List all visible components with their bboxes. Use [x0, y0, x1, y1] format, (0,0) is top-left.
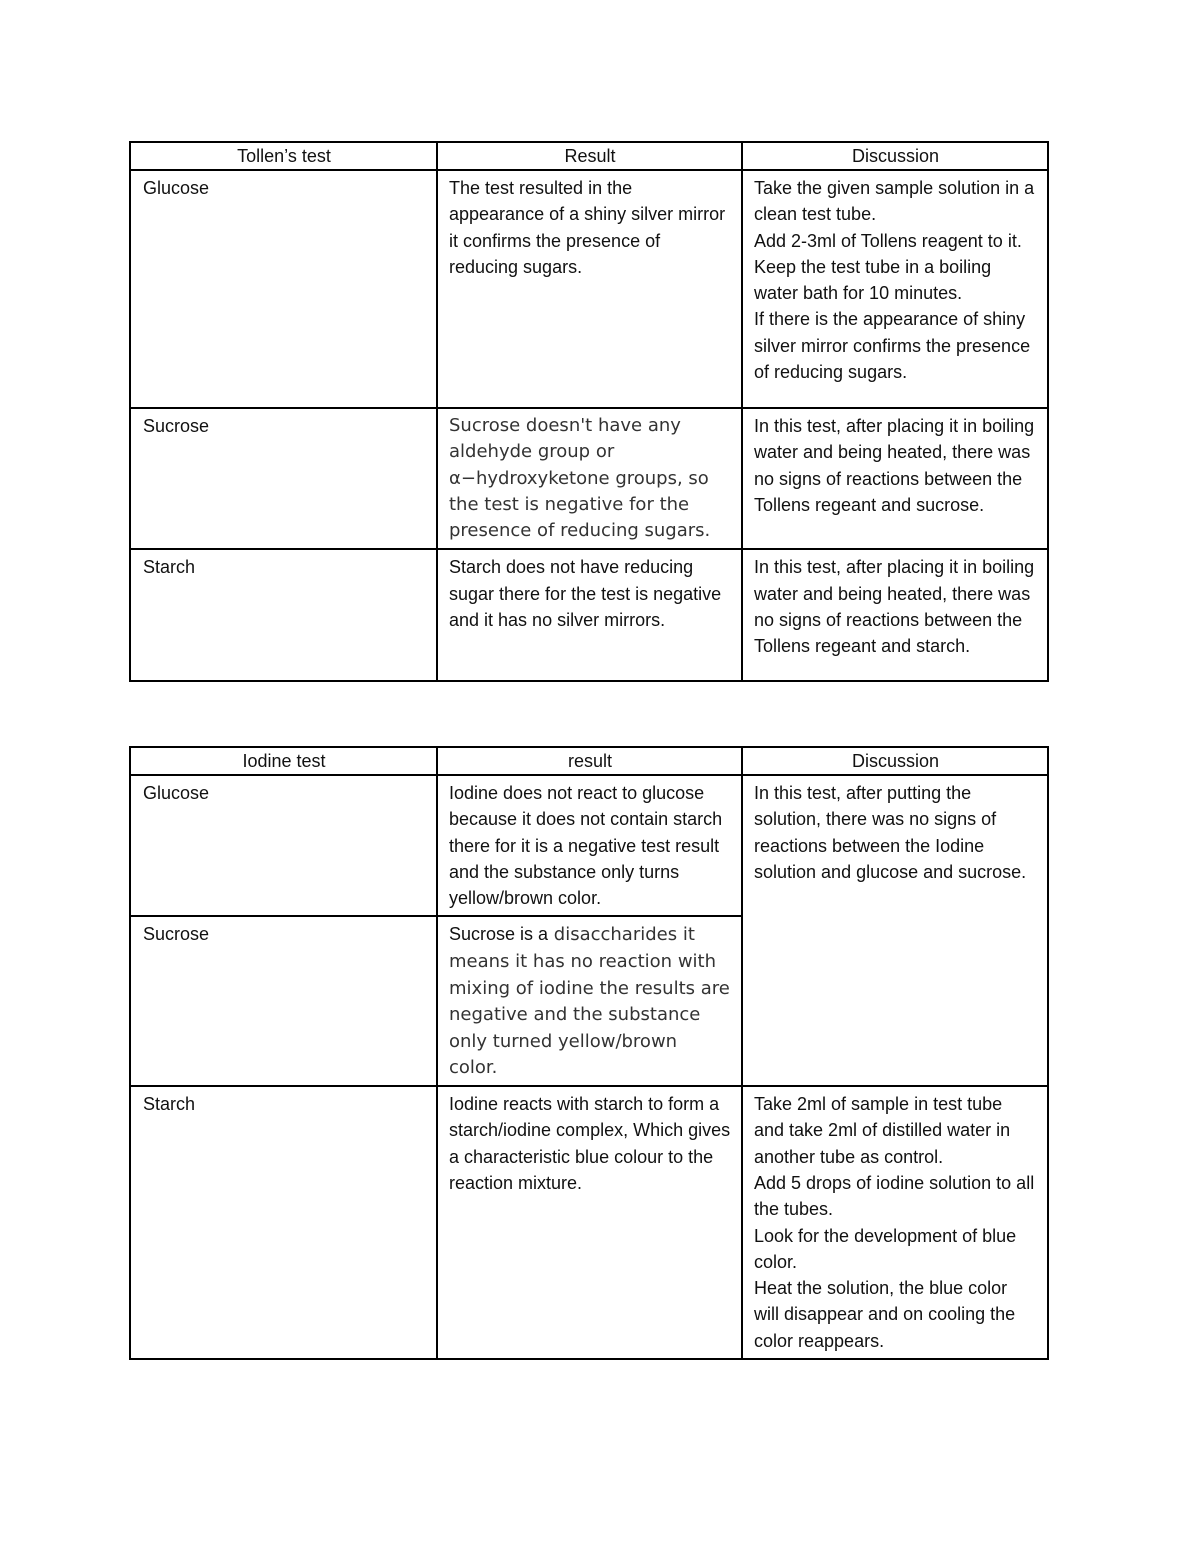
- result-cell: Iodine reacts with starch to form a starch/iodine complex, Which gives a characteristic blue colour to the reaction mixture.: [437, 1086, 742, 1359]
- discussion-cell: [742, 1086, 1048, 1359]
- result-text: disaccharides it means it has no reaction with mixing of iodine the results are negative and the substance only turned yellow/brown color.: [449, 924, 730, 1079]
- discussion-step: Add 5 drops of iodine solution to all the tubes.: [754, 1172, 1035, 1220]
- discussion-step: Look for the development of blue color.: [754, 1225, 1017, 1272]
- table-row: [130, 170, 1048, 408]
- result-cell: Starch does not have reducing sugar there for the test is negative and it has no silver mirrors.: [437, 549, 742, 681]
- discussion-cell: [742, 170, 1048, 408]
- discussion-cell: In this test, after putting the solution, there was no signs of reactions between the Iodine solution and glucose and sucrose.: [742, 775, 1048, 1086]
- row-label-sucrose: Sucrose: [130, 408, 437, 549]
- tollens-test-table: [129, 141, 1049, 682]
- table-header-row: [130, 747, 1048, 775]
- iodine-test-table: [129, 746, 1049, 1360]
- column-header-discussion: Discussion: [742, 747, 1048, 775]
- row-label-sucrose: Sucrose: [130, 916, 437, 1086]
- discussion-cell: [742, 549, 1048, 681]
- discussion-step: In this test, after placing it in boiling water and being heated, there was no signs of reactions between the Tollens regeant and sucrose.: [754, 416, 1035, 515]
- result-cell: Sucrose doesn't have any aldehyde group or α−hydroxyketone groups, so the test is negative for the presence of reducing sugars.: [437, 408, 742, 549]
- discussion-step: Add 2-3ml of Tollens reagent to it.: [754, 230, 1022, 251]
- column-header-result: result: [437, 747, 742, 775]
- table-row: [130, 549, 1048, 681]
- discussion-step: Heat the solution, the blue color will disappear and on cooling the color reappears.: [754, 1278, 1016, 1351]
- column-header-test: Tollen’s test: [130, 142, 437, 170]
- column-header-discussion: Discussion: [742, 142, 1048, 170]
- discussion-step: Take the given sample solution in a clean test tube.: [754, 178, 1035, 225]
- table-row: [130, 1086, 1048, 1359]
- row-label-starch: Starch: [130, 549, 437, 681]
- column-header-result: Result: [437, 142, 742, 170]
- column-header-test: Iodine test: [130, 747, 437, 775]
- row-label-glucose: Glucose: [130, 170, 437, 408]
- result-cell: [437, 916, 742, 1086]
- table-row: [130, 775, 1048, 916]
- result-prefix: Sucrose is a: [449, 924, 549, 945]
- table-header-row: [130, 142, 1048, 170]
- result-cell: The test resulted in the appearance of a shiny silver mirror it confirms the presence of reducing sugars.: [437, 170, 742, 408]
- discussion-step: If there is the appearance of shiny silver mirror confirms the presence of reducing sugars.: [754, 309, 1031, 383]
- discussion-step: Take 2ml of sample in test tube and take 2ml of distilled water in another tube as control.: [754, 1094, 1011, 1167]
- row-label-starch: Starch: [130, 1086, 437, 1359]
- result-cell: Iodine does not react to glucose because it does not contain starch there for it is a negative test result and the substance only turns yellow/brown color.: [437, 775, 742, 916]
- table-row: [130, 408, 1048, 549]
- discussion-step: Keep the test tube in a boiling water bath for 10 minutes.: [754, 256, 992, 304]
- discussion-cell: [742, 408, 1048, 549]
- row-label-glucose: Glucose: [130, 775, 437, 916]
- discussion-step: In this test, after placing it in boiling water and being heated, there was no signs of reactions between the Tollens regeant and starch.: [754, 557, 1035, 657]
